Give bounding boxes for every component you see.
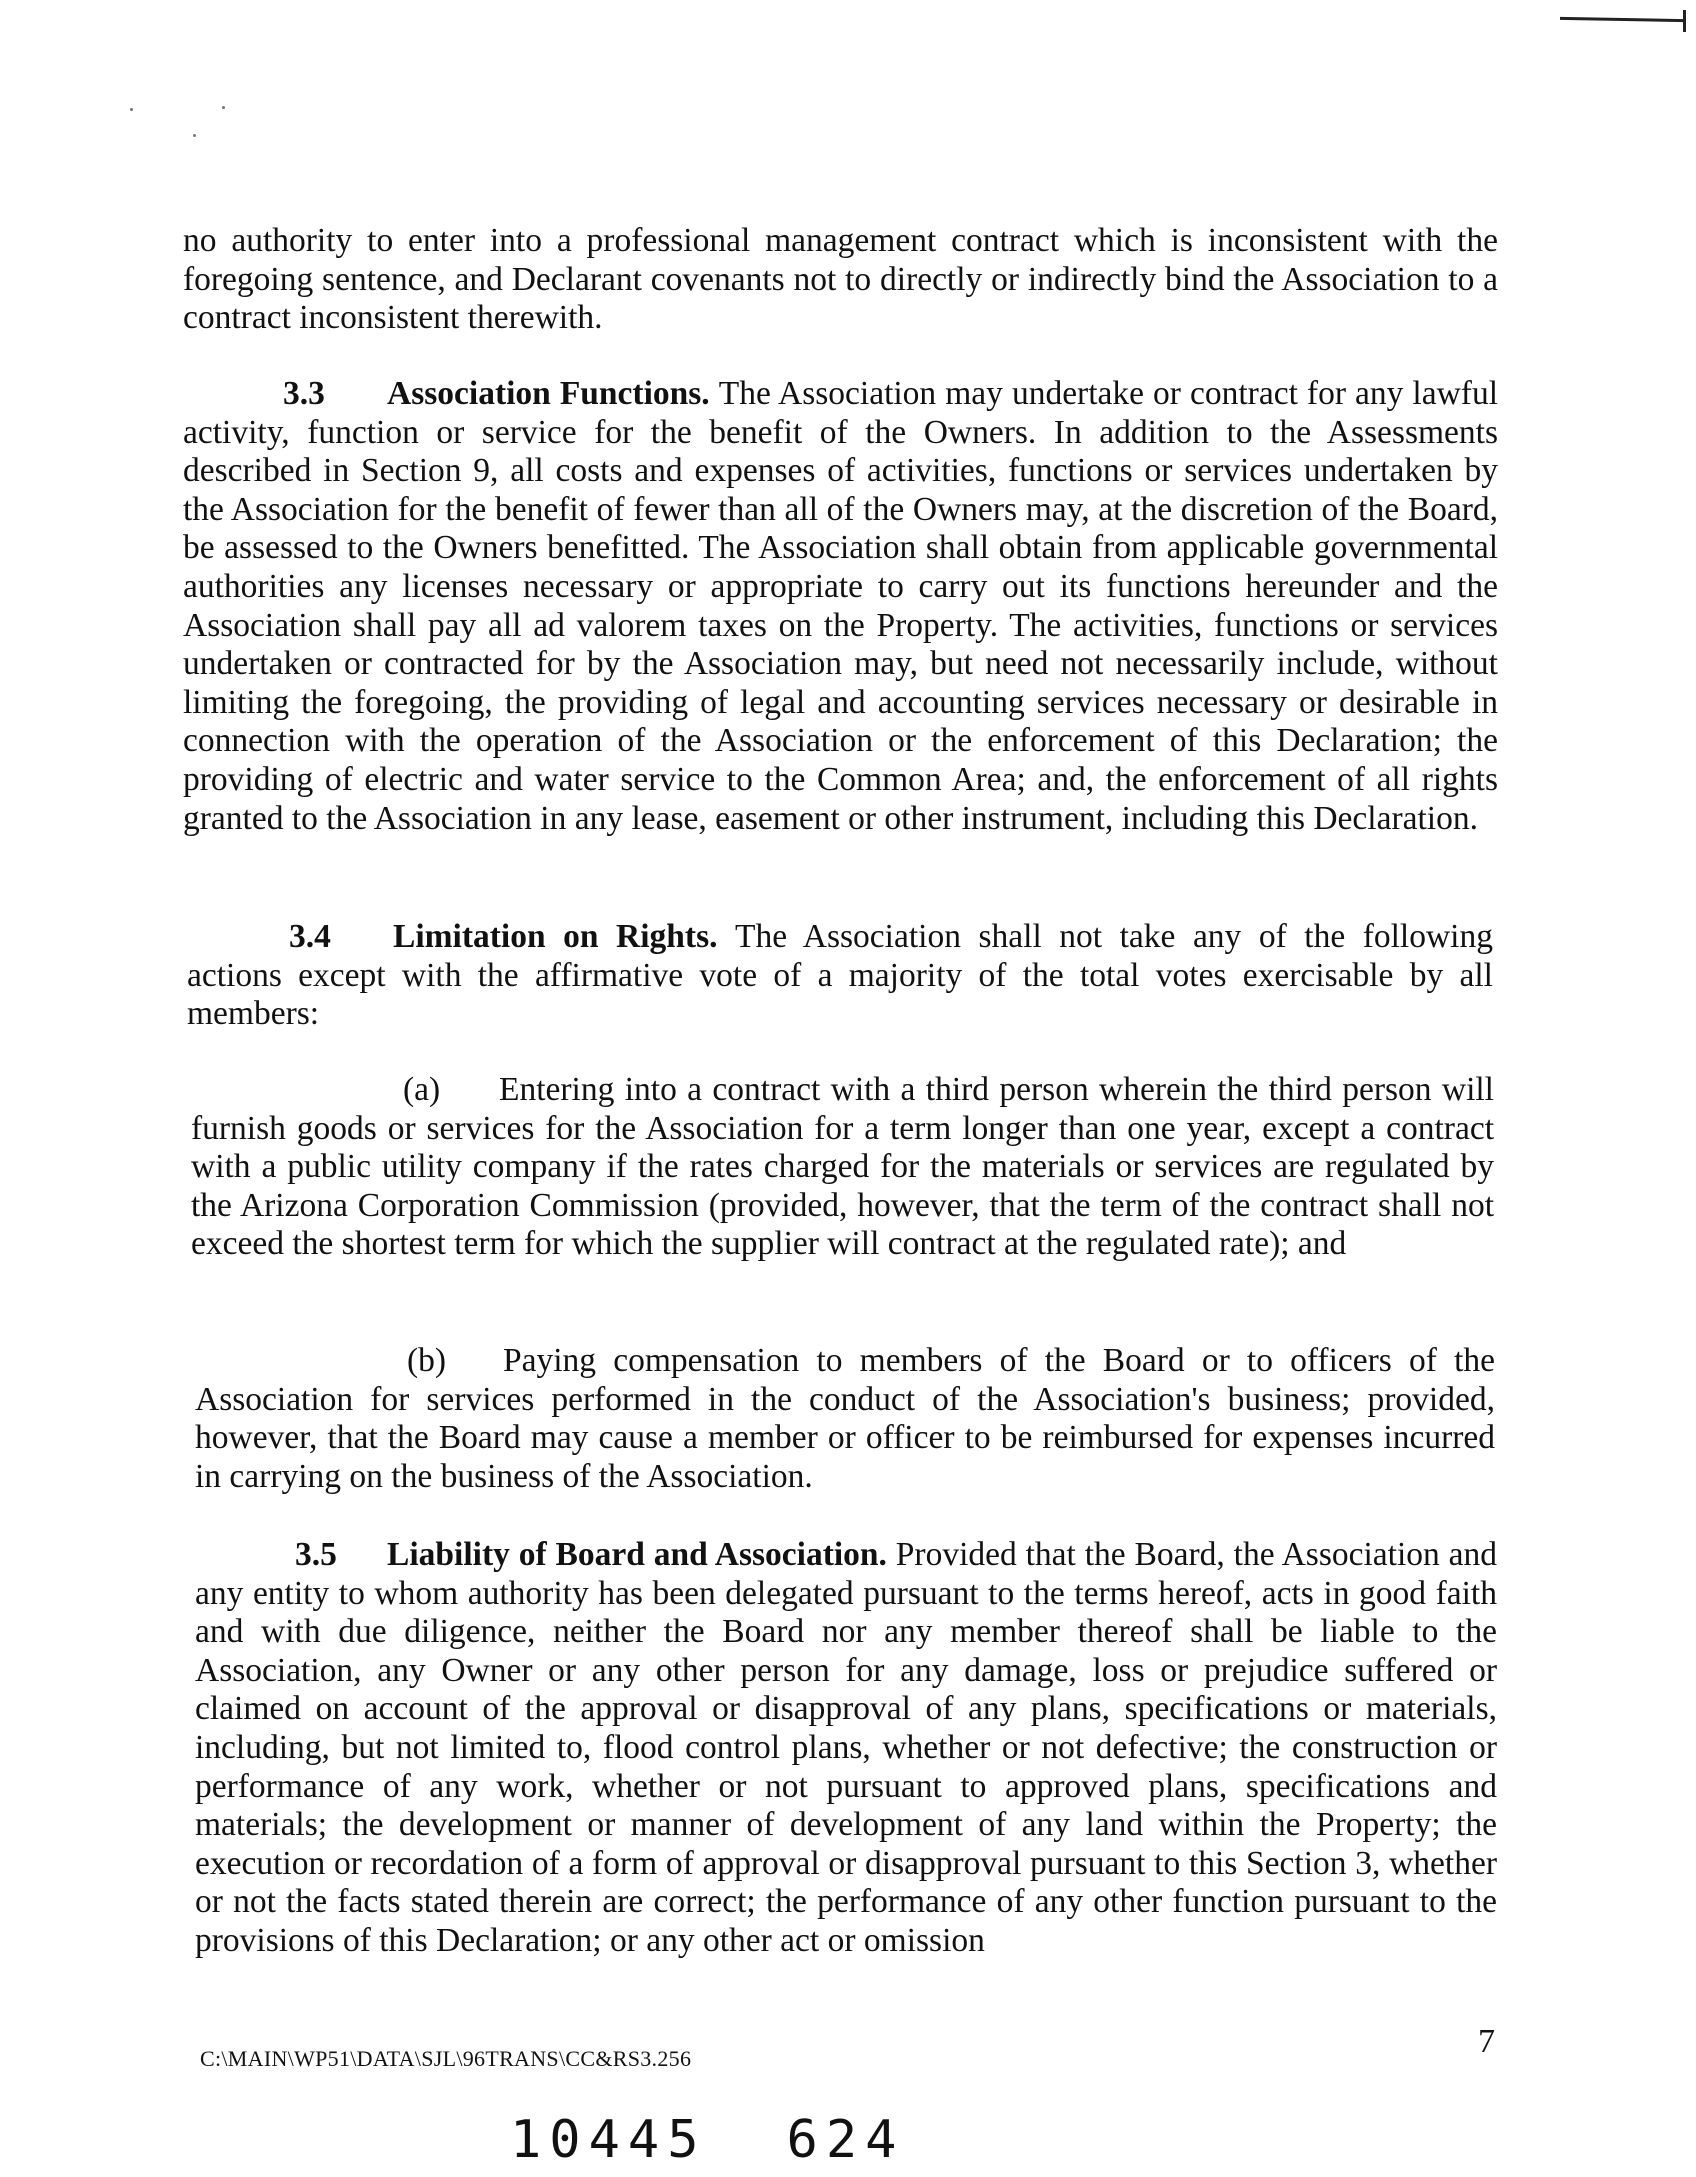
section-3-4 xyxy=(187,918,1493,1034)
section-body: The Association shall not take any of the following actions except with the affirmative vote of a majority of the total votes exercisable by all members: xyxy=(187,918,1493,1033)
section-number: 3.5 xyxy=(295,1536,337,1573)
section-title: Limitation on Rights. xyxy=(393,918,718,955)
page-number: 7 xyxy=(1478,2023,1495,2060)
section-body: The Association may undertake or contract for any lawful activity, function or service for the benefit of the Owners. In addition to the Assessments described in Section 9, all costs and expenses of activities, functions or services undertaken by the Association for the benefit of fewer than all of the Owners may, at the discretion of the Board, be assessed to the Owners benefitted. The Association shall obtain from applicable governmental authorities any licenses necessary or appropriate to carry out its functions hereunder and the Association shall pay all ad valorem taxes on the Property. The activities, functions or services undertaken or contracted for by the Association may, but need not necessarily include, without limiting the foregoing, the providing of legal and accounting services necessary or desirable in connection with the operation of the Association or the enforcement of this Declaration; the providing of electric and water service to the Common Area; and, the enforcement of all rights granted to the Association in any lease, easement or other instrument, including this Declaration. xyxy=(183,375,1499,837)
scan-speck xyxy=(130,108,133,111)
recording-page: 624 xyxy=(786,2110,905,2170)
subitem-body: Paying compensation to members of the Board or to officers of the Association for services performed in the conduct of the Association's business; provided, however, that the Board may cause a member or officer to be reimbursed for expenses incurred in carrying on the business of the Association. xyxy=(195,1342,1495,1495)
subitem-b xyxy=(195,1342,1495,1496)
section-body: Provided that the Board, the Association and any entity to whom authority has been delegated pursuant to the terms hereof, acts in good faith and with due diligence, neither the Board nor any member thereof shall be liable to the Association, any Owner or any other person for any damage, loss or prejudice suffered or claimed on account of the approval or disapproval of any plans, specifications or materials, including, but not limited to, flood control plans, whether or not defective; the construction or performance of any work, whether or not pursuant to approved plans, specifications and materials; the development or manner of development of any land within the Property; the execution or recordation of a form of approval or disapproval pursuant to this Section 3, whether or not the facts stated therein are correct; the performance of any other function pursuant to the provisions of this Declaration; or any other act or omission xyxy=(195,1536,1498,1959)
subitem-label: (a) xyxy=(403,1071,441,1108)
section-3-5 xyxy=(195,1536,1497,1961)
recording-stamp xyxy=(510,2110,904,2170)
section-3-4-paragraph xyxy=(187,918,1493,1034)
scan-speck xyxy=(222,106,225,109)
footer-file-path: C:\MAIN\WP51\DATA\SJL\96TRANS\CC&RS3.256 xyxy=(200,2046,692,2071)
scan-speck xyxy=(193,134,196,137)
scan-edge-mark xyxy=(1560,17,1685,22)
subitem-b-paragraph xyxy=(195,1342,1495,1496)
section-number: 3.3 xyxy=(283,375,325,412)
subitem-a-paragraph xyxy=(191,1071,1494,1264)
section-title: Association Functions. xyxy=(387,375,710,412)
continuation-paragraph xyxy=(183,222,1498,338)
subitem-body: Entering into a contract with a third person wherein the third person will furnish goods or services for the Association for a term longer than one year, except a contract with a public utility company if the rates charged for the materials or services are regulated by the Arizona Corporation Commission (provided, however, that the term of the contract shall not exceed the shortest term for which the supplier will contract at the regulated rate); and xyxy=(191,1071,1494,1263)
recording-book: 10445 xyxy=(510,2110,707,2170)
continuation-text: no authority to enter into a professional management contract which is inconsistent with the foregoing sentence, and Declarant covenants not to directly or indirectly bind the Association to a contract inconsistent therewith. xyxy=(183,222,1498,337)
scan-edge-tick xyxy=(1683,10,1686,32)
section-3-5-paragraph xyxy=(195,1536,1497,1961)
subitem-label: (b) xyxy=(407,1342,447,1379)
section-number: 3.4 xyxy=(289,918,331,955)
subitem-a xyxy=(191,1071,1494,1264)
section-3-3-paragraph xyxy=(183,375,1498,838)
section-title: Liability of Board and Association. xyxy=(387,1536,887,1573)
section-3-3 xyxy=(183,375,1498,838)
